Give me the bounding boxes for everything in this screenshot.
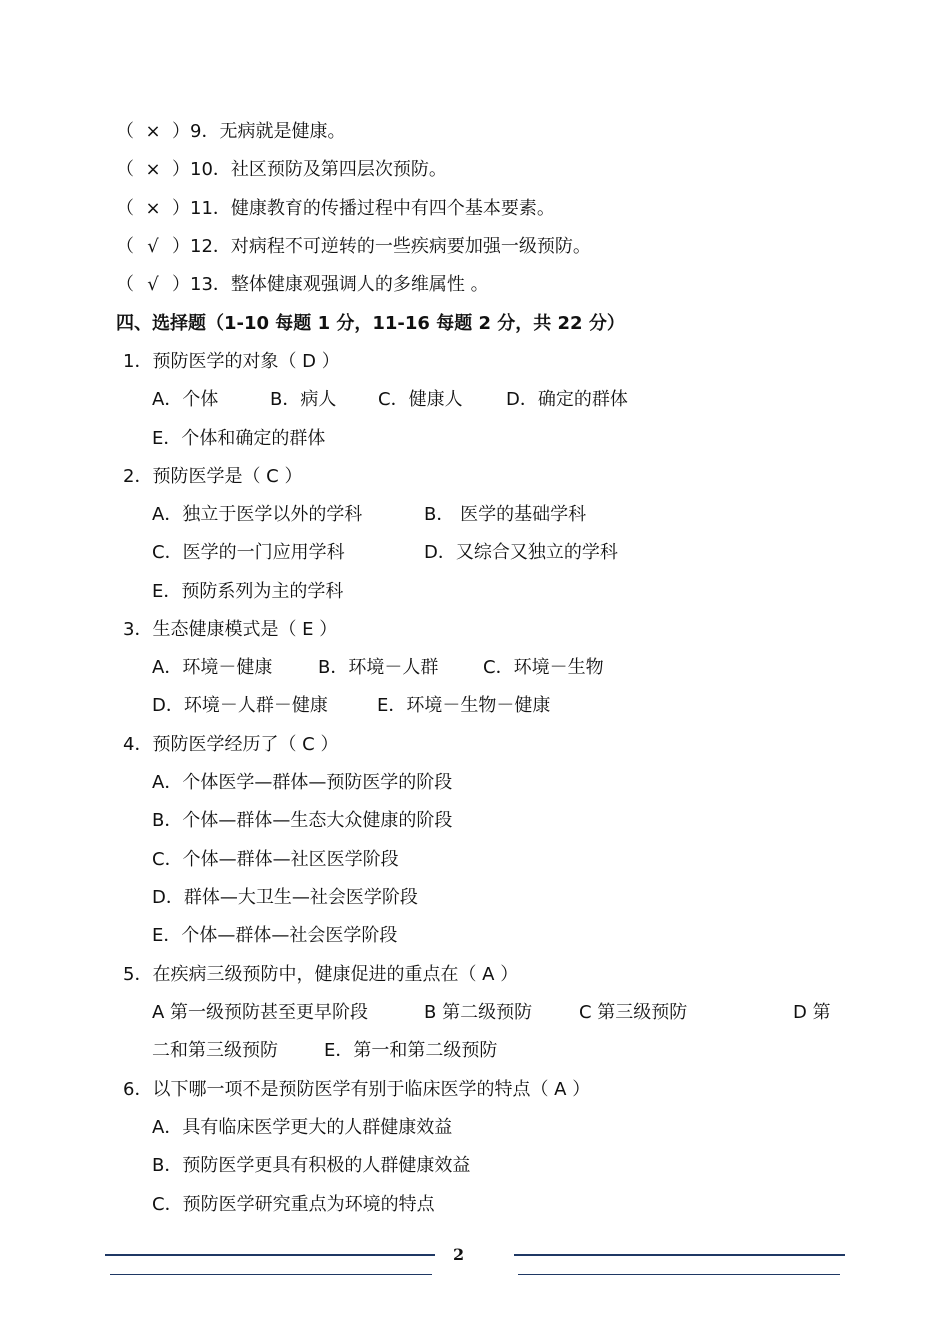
footer-rule-left-bottom (110, 1274, 432, 1275)
tf-mark: √ (147, 236, 159, 257)
question-stem: 3．生态健康模式是（ E ） (123, 619, 338, 640)
option-c: C．个体—群体—社区医学阶段 (152, 849, 399, 870)
question-stem: 6．以下哪一项不是预防医学有别于临床医学的特点（ A ） (123, 1079, 591, 1100)
option-c: C．环境－生物 (483, 657, 604, 678)
option-d: D 第 (793, 1002, 831, 1023)
tf-text: ）9．无病就是健康。 (172, 121, 346, 142)
option-b: B．个体—群体—生态大众健康的阶段 (152, 810, 453, 831)
question-stem: 5．在疾病三级预防中，健康促进的重点在（ A ） (123, 964, 519, 985)
page-number: 2 (453, 1245, 465, 1264)
tf-item-13: （ √ ）13．整体健康观强调人的多维属性 。 (116, 274, 489, 295)
option-e: E．环境－生物－健康 (377, 695, 551, 716)
option-d: D．群体—大卫生—社会医学阶段 (152, 887, 418, 908)
option-c: C 第三级预防 (579, 1002, 688, 1023)
option-c: C．医学的一门应用学科 (152, 542, 345, 563)
option-e: E．第一和第二级预防 (324, 1040, 498, 1061)
option-b: B 第二级预防 (424, 1002, 533, 1023)
question-stem: 2．预防医学是（ C ） (123, 466, 303, 487)
tf-item-10: （ × ）10．社区预防及第四层次预防。 (116, 159, 447, 180)
tf-text: ）11．健康教育的传播过程中有四个基本要素。 (172, 198, 555, 219)
option-c: C．健康人 (378, 389, 463, 410)
option-a: A．独立于医学以外的学科 (152, 504, 363, 525)
footer-rule-right-bottom (518, 1274, 840, 1275)
tf-text: ）10．社区预防及第四层次预防。 (172, 159, 447, 180)
option-a: A．具有临床医学更大的人群健康效益 (152, 1117, 453, 1138)
option-a: A 第一级预防甚至更早阶段 (152, 1002, 369, 1023)
tf-mark: × (145, 121, 161, 142)
tf-text: ）13．整体健康观强调人的多维属性 。 (172, 274, 489, 295)
option-b: B．病人 (270, 389, 337, 410)
tf-text: ）12．对病程不可逆转的一些疾病要加强一级预防。 (172, 236, 591, 257)
footer-rule-right-top (514, 1254, 845, 1256)
option-a: A．个体 (152, 389, 219, 410)
tf-mark: × (145, 198, 161, 219)
option-b: B．预防医学更具有积极的人群健康效益 (152, 1155, 471, 1176)
section-title: 四、选择题（1-10 每题 1 分，11-16 每题 2 分，共 22 分） (116, 313, 625, 334)
option-d: D．环境－人群－健康 (152, 695, 328, 716)
option-e: E．个体—群体—社会医学阶段 (152, 925, 398, 946)
option-a: A．个体医学—群体—预防医学的阶段 (152, 772, 453, 793)
option-c: C．预防医学研究重点为环境的特点 (152, 1194, 435, 1215)
option-a: A．环境－健康 (152, 657, 273, 678)
tf-item-12: （ √ ）12．对病程不可逆转的一些疾病要加强一级预防。 (116, 236, 591, 257)
tf-item-11: （ × ）11．健康教育的传播过程中有四个基本要素。 (116, 198, 555, 219)
option-d-continued: 二和第三级预防 (152, 1040, 278, 1061)
option-e: E．预防系列为主的学科 (152, 581, 344, 602)
tf-item-9: （ × ）9．无病就是健康。 (116, 121, 346, 142)
tf-mark: × (145, 159, 161, 180)
option-e: E．个体和确定的群体 (152, 428, 326, 449)
question-stem: 1．预防医学的对象（ D ） (123, 351, 340, 372)
tf-mark: √ (147, 274, 159, 295)
option-d: D．确定的群体 (506, 389, 628, 410)
option-b: B．环境－人群 (318, 657, 439, 678)
option-d: D．又综合又独立的学科 (424, 542, 618, 563)
footer-rule-left-top (105, 1254, 435, 1256)
question-stem: 4．预防医学经历了（ C ） (123, 734, 339, 755)
option-b: B． 医学的基础学科 (424, 504, 587, 525)
